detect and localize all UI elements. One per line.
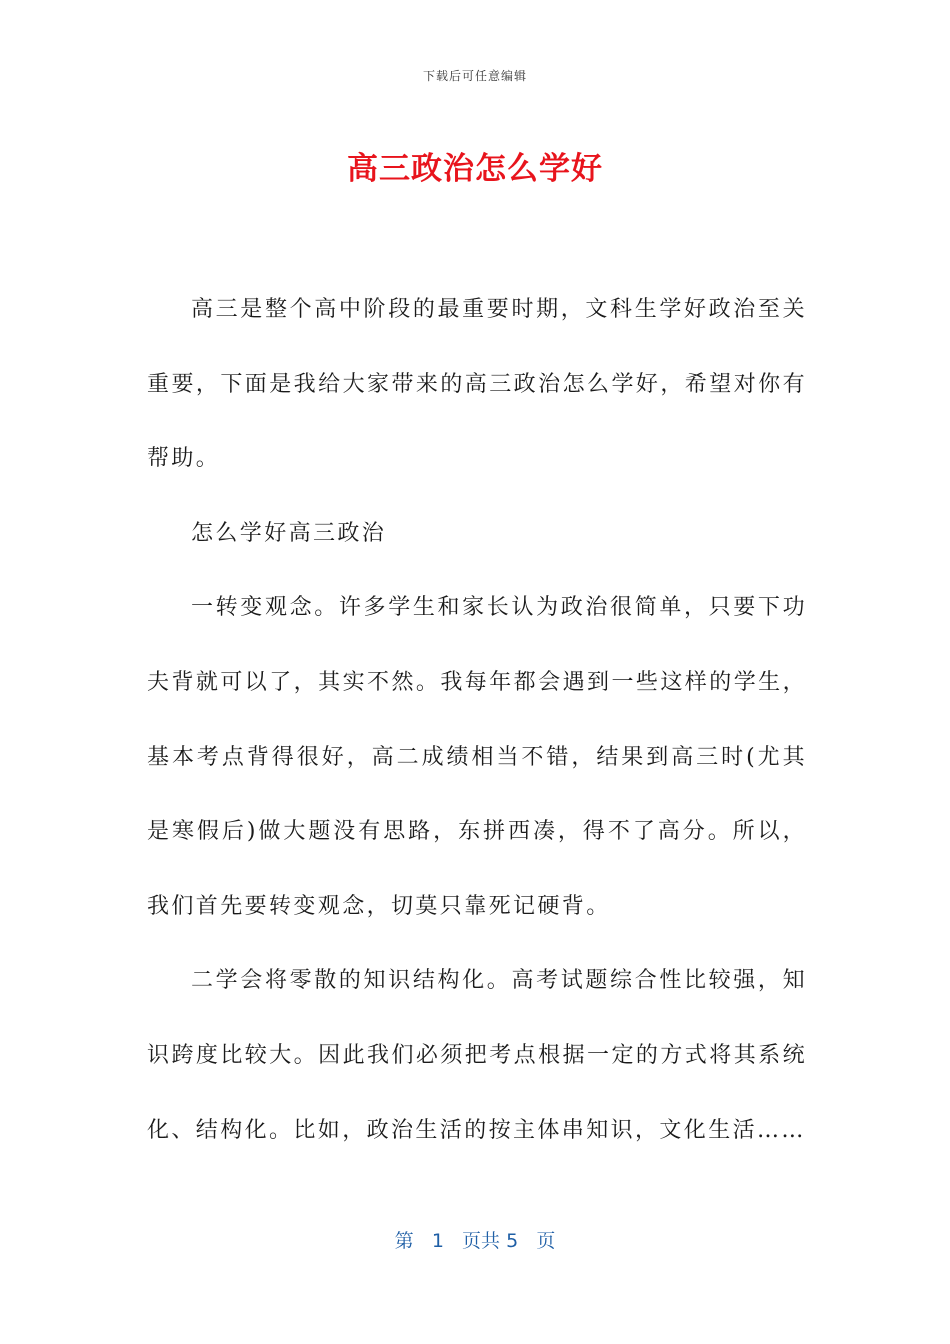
header-note: 下载后可任意编辑 [422, 69, 527, 83]
section-heading: 怎么学好高三政治 [191, 520, 387, 546]
paragraph-intro: 高三是整个高中阶段的最重要时期，文科生学好政治至关重要，下面是我给大家带来的高三政治怎么学好，希望对你有帮助。 [147, 297, 807, 472]
footer-middle: 页共 [462, 1230, 501, 1252]
footer-prefix: 第 [394, 1230, 414, 1252]
paragraph-point-one: 一转变观念。许多学生和家长认为政治很简单，只要下功夫背就可以了，其实不然。我每年都会遇到一些这样的学生，基本考点背得很好，高二成绩相当不错，结果到高三时(尤其是寒假后)做大题没有思路，东拼西凑，得不了高分。所以，我们首先要转变观念，切莫只靠死记硬背。 [147, 595, 807, 919]
footer-page-number: 1 [431, 1230, 444, 1252]
document-body [147, 273, 807, 1168]
paragraph-point-two: 二学会将零散的知识结构化。高考试题综合性比较强，知识跨度比较大。因此我们必须把考点根据一定的方式将其系统化、结构化。比如，政治生活的按主体串知识，文化生活…… [147, 968, 807, 1143]
footer-total-pages: 5 [506, 1230, 519, 1252]
page-footer [0, 1226, 950, 1253]
footer-suffix: 页 [536, 1230, 556, 1252]
document-title: 高三政治怎么学好 [347, 151, 603, 187]
